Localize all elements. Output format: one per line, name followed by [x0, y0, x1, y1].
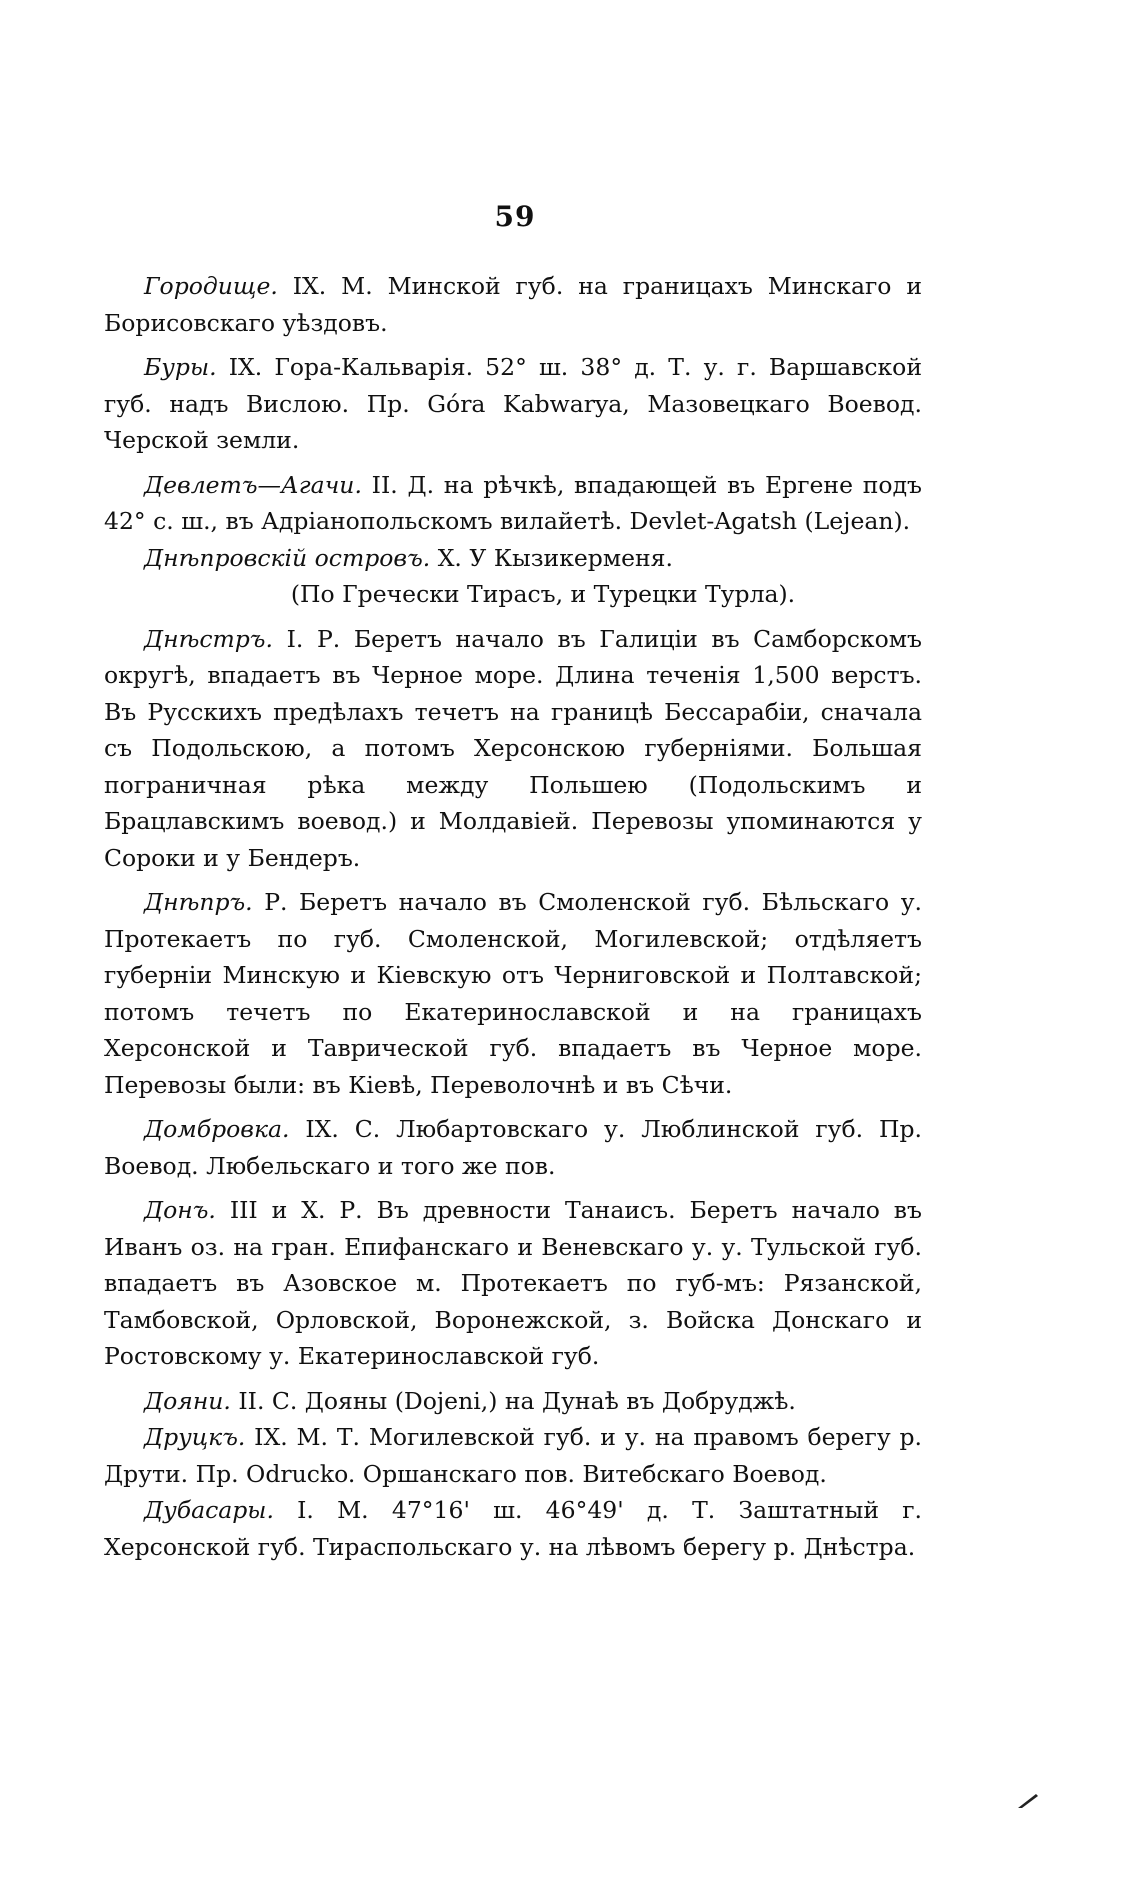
entry-body: IX. М. Минской губ. на границахъ Минскаго и Борисовскаго уѣздовъ. — [104, 272, 922, 337]
entry-term: Домбровка. — [144, 1115, 290, 1143]
entry-term: Друцкъ. — [144, 1423, 246, 1451]
page-number: 59 — [494, 200, 536, 233]
entry-don — [104, 1192, 922, 1375]
entry-body: III и X. Р. Въ древности Танаисъ. Беретъ начало въ Иванъ оз. на гран. Епифанскаго и Веневскаго у. у. Тульской губ. впадаетъ въ Азовское м. Протекаетъ по губ-мъ: Рязанской, Тамбовской, Орловской, Воронежской, з. Войска Донскаго и Ростовскому у. Екатеринославской губ. — [104, 1196, 922, 1370]
entry-term: Буры. — [144, 353, 217, 381]
entry-term: Девлетъ—Агачи. — [144, 470, 362, 499]
entry-term: Днѣстръ. — [144, 624, 273, 653]
page-text — [104, 268, 922, 1565]
entry-term: Дояни. — [144, 1386, 231, 1415]
entry-term: Днѣпровскій островъ. — [144, 543, 431, 572]
entry-term: Городище. — [144, 272, 278, 300]
centered-note: (По Гречески Тирасъ, и Турецки Турла). — [290, 580, 796, 608]
entry-body: I. Р. Беретъ начало въ Галиціи въ Самборскомъ округѣ, впадаетъ въ Черное море. Длина теченія 1,500 верстъ. Въ Русскихъ предѣлахъ течетъ на границѣ Бессарабіи, сначала съ Подольскою, а потомъ Херсонскою губерніями. Большая пограничная рѣка между Польшею (Подольскимъ и Брацлавскимъ воевод.) и Молдавіей. Перевозы упоминаются у Сороки и у Бендеръ. — [104, 624, 922, 872]
ink-mark-icon — [1016, 1790, 1040, 1810]
entry-drutsk — [104, 1419, 922, 1492]
entry-dnepr — [104, 884, 922, 1103]
entry-body: IX. Гора-Кальварія. 52° ш. 38° д. Т. у. г. Варшавской губ. надъ Вислою. Пр. Góra Kabwarya, Мазовецкаго Воевод. Черской земли. — [104, 353, 922, 454]
entry-doyani — [104, 1383, 922, 1420]
entry-term: Днѣпръ. — [144, 888, 253, 916]
entry-body: X. У Кызикерменя. — [430, 543, 673, 572]
entry-body: IX. С. Любартовскаго у. Люблинской губ. Пр. Воевод. Любельскаго и того же пов. — [104, 1115, 922, 1180]
entry-body: II. С. Дояны (Dojeni,) на Дунаѣ въ Добруджѣ. — [230, 1386, 796, 1415]
entry-gorodishche — [104, 268, 922, 341]
entry-body: I. М. 47°16' ш. 46°49' д. Т. Заштатный г. Херсонской губ. Тираспольскаго у. на лѣвомъ берегу р. Днѣстра. — [104, 1496, 922, 1561]
entry-bury — [104, 349, 922, 459]
entry-dneprovsky-ostrov — [104, 540, 922, 577]
entry-dombrovka — [104, 1111, 922, 1184]
entry-term: Донъ. — [144, 1196, 216, 1224]
entry-body: II. Д. на рѣчкѣ, впадающей въ Ергене подъ 42° с. ш., въ Адріанопольскомъ вилайетѣ. Devlet-Agatsh (Lejean). — [104, 470, 922, 535]
entry-devlet-agachi — [104, 467, 922, 540]
entry-body: IX. М. Т. Могилевской губ. и у. на правомъ берегу р. Друти. Пр. Odrucko. Оршанскаго пов. Витебскаго Воевод. — [104, 1423, 922, 1488]
entry-dnestr — [104, 621, 922, 877]
entry-dubasary — [104, 1492, 922, 1565]
entry-body: Р. Беретъ начало въ Смоленской губ. Бѣльскаго у. Протекаетъ по губ. Смоленской, Могилевской; отдѣляетъ губерніи Минскую и Кіевскую отъ Черниговской и Полтавской; потомъ течетъ по Екатеринославской и на границахъ Херсонской и Таврической губ. впадаетъ въ Черное море. Перевозы были: въ Кіевѣ, Переволочнѣ и въ Сѣчи. — [104, 888, 922, 1099]
entry-term: Дубасары. — [144, 1496, 274, 1524]
